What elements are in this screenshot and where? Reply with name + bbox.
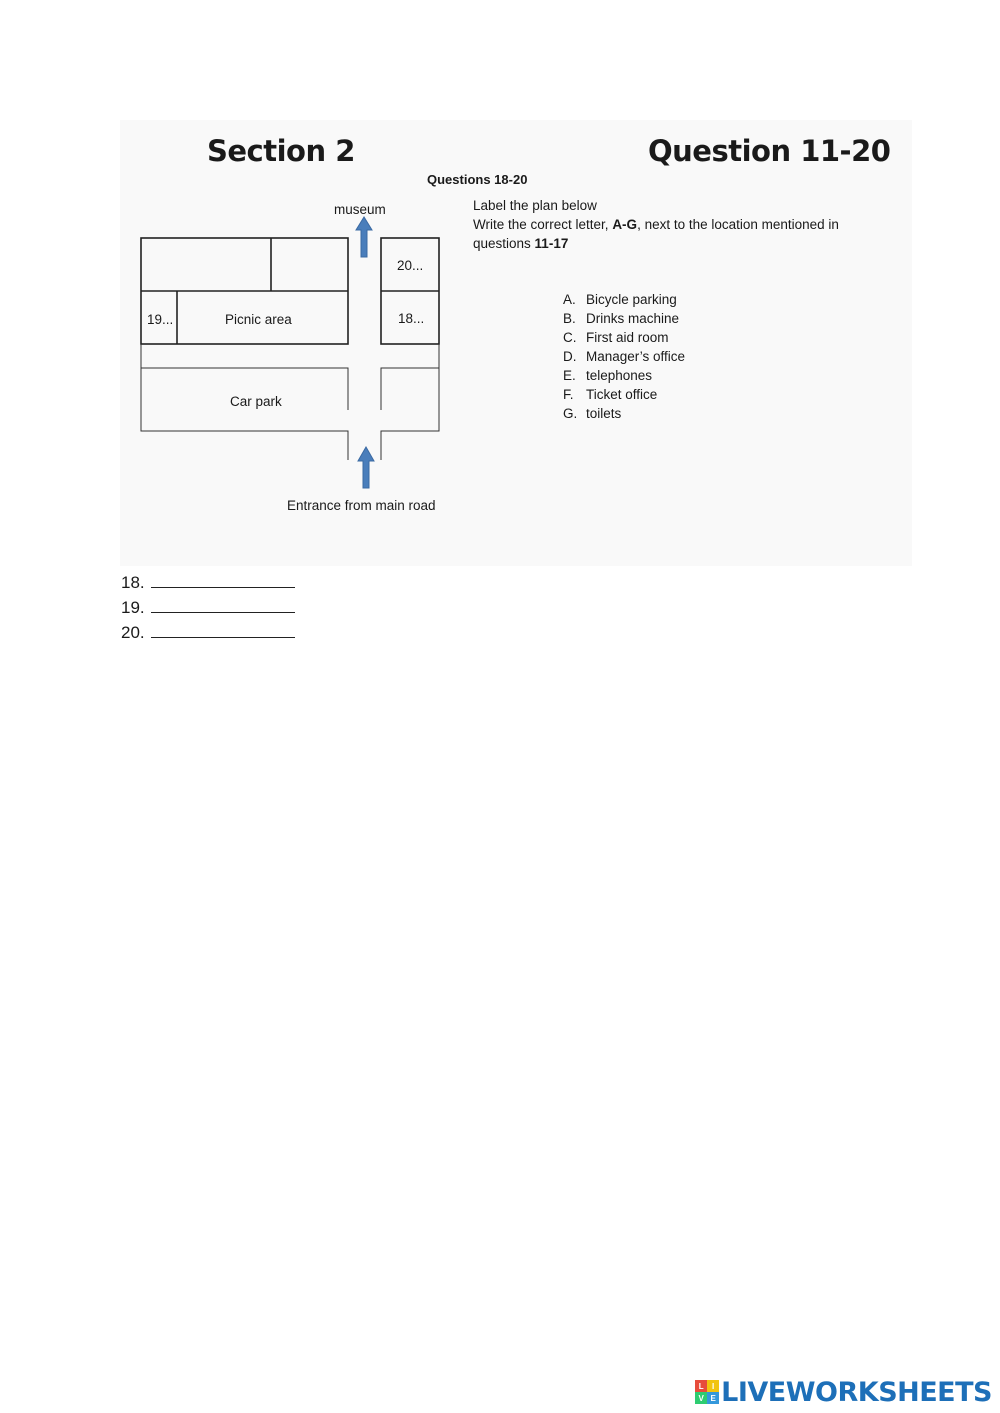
entrance-label: Entrance from main road [287,498,436,513]
answer-row-19 [121,595,295,620]
option-g: G. toilets [563,406,622,421]
worksheet-image [120,120,912,566]
entrance-arrow [358,447,374,488]
logo-mark-cell: E [707,1392,719,1404]
label-19: 19... [147,312,174,327]
option-f: F. Ticket office [563,387,658,402]
logo-mark-cell: L [695,1380,707,1392]
logo-mark-cell: I [707,1380,719,1392]
option-a: A. Bicycle parking [563,292,677,307]
option-b: B. Drinks machine [563,311,680,326]
logo-text: LIVEWORKSHEETS [721,1376,992,1408]
answer-row-20 [121,620,295,645]
logo-mark-cell: V [695,1392,707,1404]
instruction-line-1: Label the plan below [473,198,597,213]
label-18: 18... [398,311,425,326]
right-lot-outline [381,368,439,460]
option-c: C. First aid room [563,330,669,345]
picnic-area-label: Picnic area [225,312,292,327]
answer-number: 19. [121,598,145,617]
logo-mark-icon [695,1380,719,1404]
museum-label: museum [334,202,386,217]
museum-arrow [356,217,372,257]
answer-input-19[interactable] [151,596,295,613]
car-park-label: Car park [230,394,282,409]
answer-number: 18. [121,573,145,592]
answer-input-20[interactable] [151,621,295,638]
option-d: D. Manager’s office [563,349,686,364]
questions-subheading: Questions 18-20 [427,172,528,187]
answer-list [121,570,295,645]
label-20: 20... [397,258,424,273]
option-e: E. telephones [563,368,653,383]
site-plan-diagram [120,120,912,566]
instruction-line-2: Write the correct letter, A-G, next to the location mentioned in [473,217,839,232]
instruction-line-3: questions 11-17 [473,236,569,251]
question-range-title: Question 11-20 [648,134,891,168]
car-park-outline-bottom [141,368,348,460]
liveworksheets-logo[interactable] [695,1377,992,1407]
section-title: Section 2 [207,134,355,168]
answer-number: 20. [121,623,145,642]
answer-input-18[interactable] [151,571,295,588]
answer-row-18 [121,570,295,595]
